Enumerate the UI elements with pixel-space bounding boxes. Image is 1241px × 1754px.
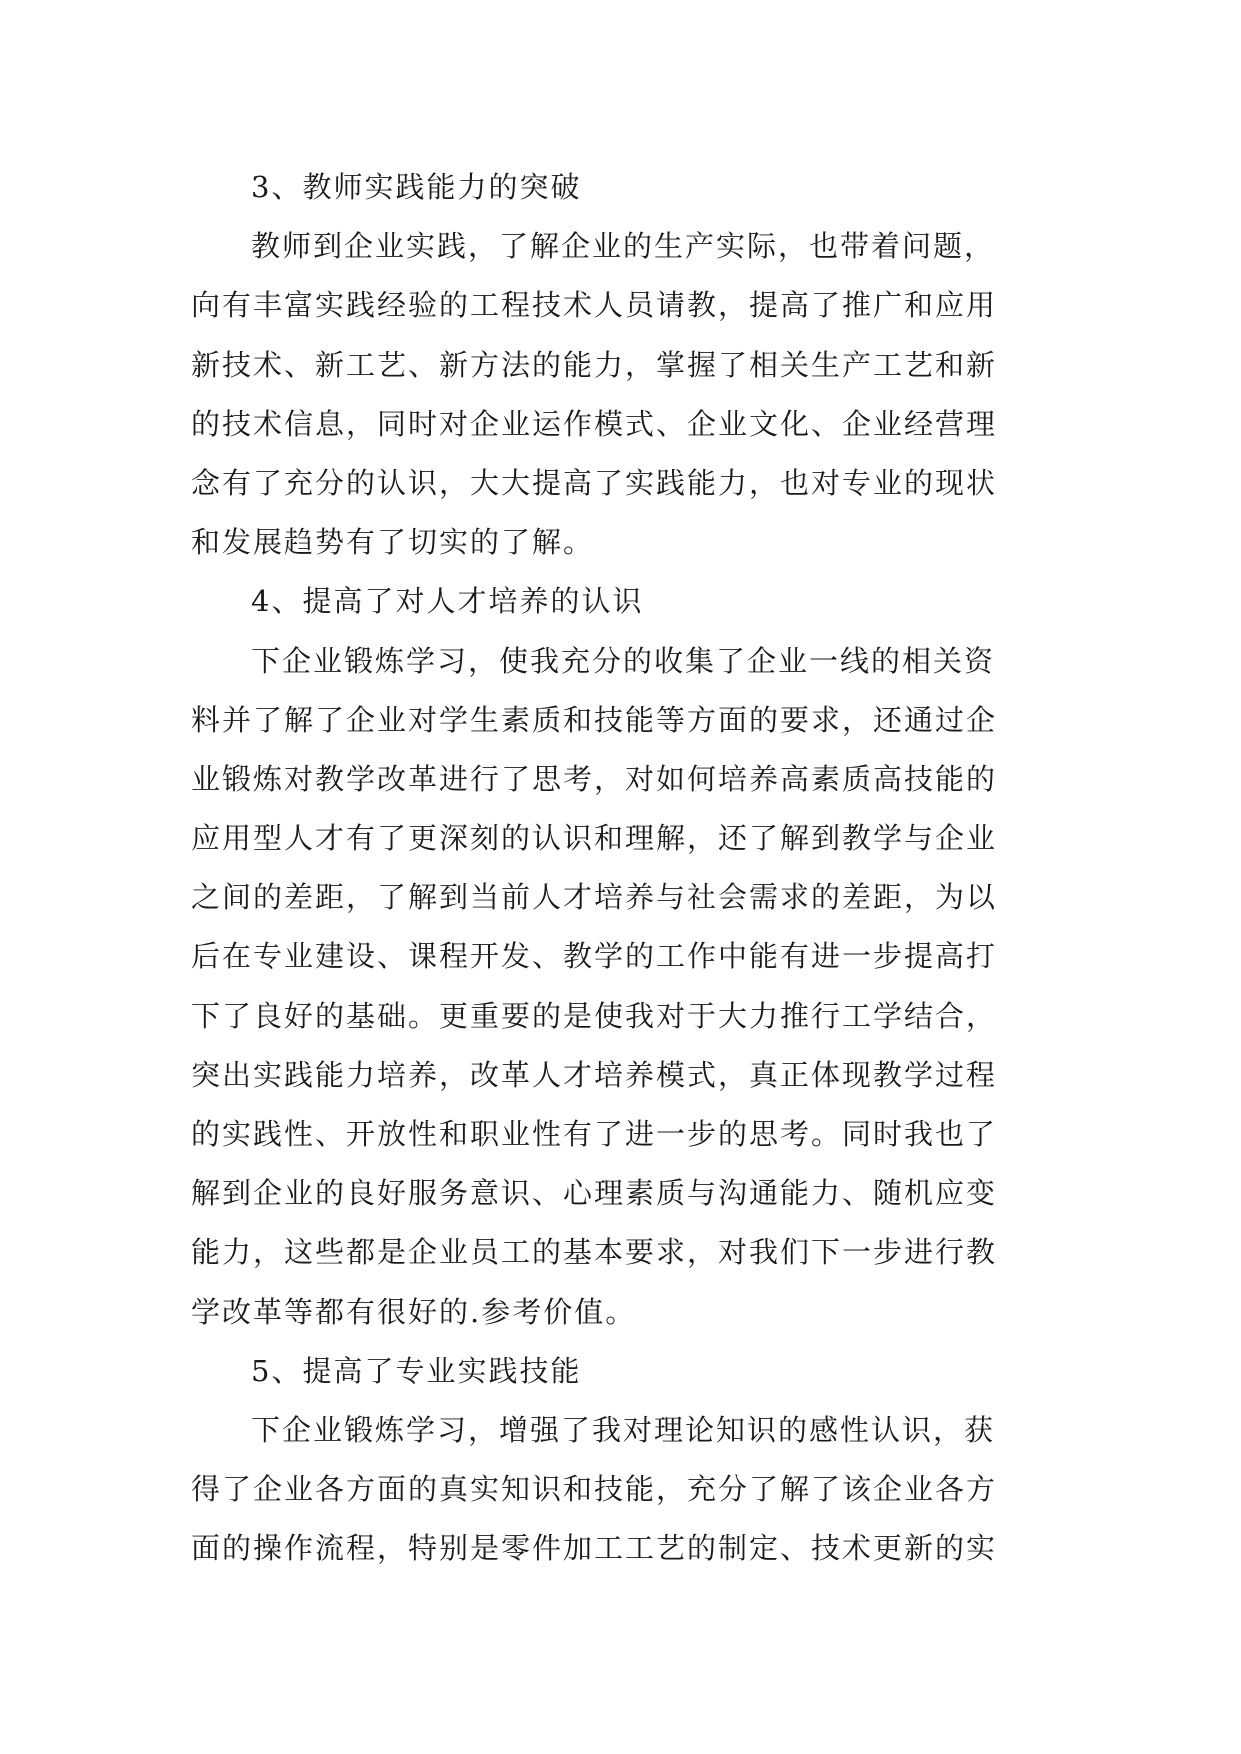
paragraph-line: 下企业锻炼学习，增强了我对理论知识的感性认识，获 bbox=[251, 1412, 996, 1447]
paragraph-line: 能力，这些都是企业员工的基本要求，对我们下一步进行教 bbox=[191, 1235, 998, 1270]
paragraph-line: 和发展趋势有了切实的了解。 bbox=[191, 525, 595, 560]
paragraph-line: 念有了充分的认识，大大提高了实践能力，也对专业的现状 bbox=[191, 465, 998, 500]
paragraph-line: 向有丰富实践经验的工程技术人员请教，提高了推广和应用 bbox=[191, 288, 998, 323]
paragraph-line: 新技术、新工艺、新方法的能力，掌握了相关生产工艺和新 bbox=[191, 347, 998, 382]
paragraph-line: 面的操作流程，特别是零件加工工艺的制定、技术更新的实 bbox=[191, 1531, 998, 1566]
paragraph-line: 学改革等都有很好的.参考价值。 bbox=[191, 1294, 637, 1329]
paragraph-line: 之间的差距，了解到当前人才培养与社会需求的差距，为以 bbox=[191, 880, 998, 915]
paragraph-line: 应用型人才有了更深刻的认识和理解，还了解到教学与企业 bbox=[191, 821, 998, 856]
paragraph-line: 教师到企业实践，了解企业的生产实际，也带着问题， bbox=[251, 229, 996, 264]
paragraph-line: 得了企业各方面的真实知识和技能，充分了解了该企业各方 bbox=[191, 1472, 998, 1507]
paragraph-line: 业锻炼对教学改革进行了思考，对如何培养高素质高技能的 bbox=[191, 761, 998, 796]
paragraph-line: 料并了解了企业对学生素质和技能等方面的要求，还通过企 bbox=[191, 702, 998, 737]
document-body bbox=[191, 158, 1071, 1579]
paragraph-line: 解到企业的良好服务意识、心理素质与沟通能力、随机应变 bbox=[191, 1176, 998, 1211]
paragraph-line: 后在专业建设、课程开发、教学的工作中能有进一步提高打 bbox=[191, 939, 998, 974]
paragraph-line: 下了良好的基础。更重要的是使我对于大力推行工学结合， bbox=[191, 998, 998, 1033]
paragraph-line: 突出实践能力培养，改革人才培养模式，真正体现教学过程 bbox=[191, 1057, 998, 1092]
section-heading-4: 4、提高了对人才培养的认识 bbox=[251, 584, 644, 619]
section-heading-5: 5、提高了专业实践技能 bbox=[251, 1353, 582, 1388]
paragraph-line: 的实践性、开放性和职业性有了进一步的思考。同时我也了 bbox=[191, 1117, 998, 1151]
paragraph-line: 的技术信息，同时对企业运作模式、企业文化、企业经营理 bbox=[191, 406, 998, 441]
paragraph-line: 下企业锻炼学习，使我充分的收集了企业一线的相关资 bbox=[251, 643, 996, 678]
section-heading-3: 3、教师实践能力的突破 bbox=[251, 170, 582, 204]
